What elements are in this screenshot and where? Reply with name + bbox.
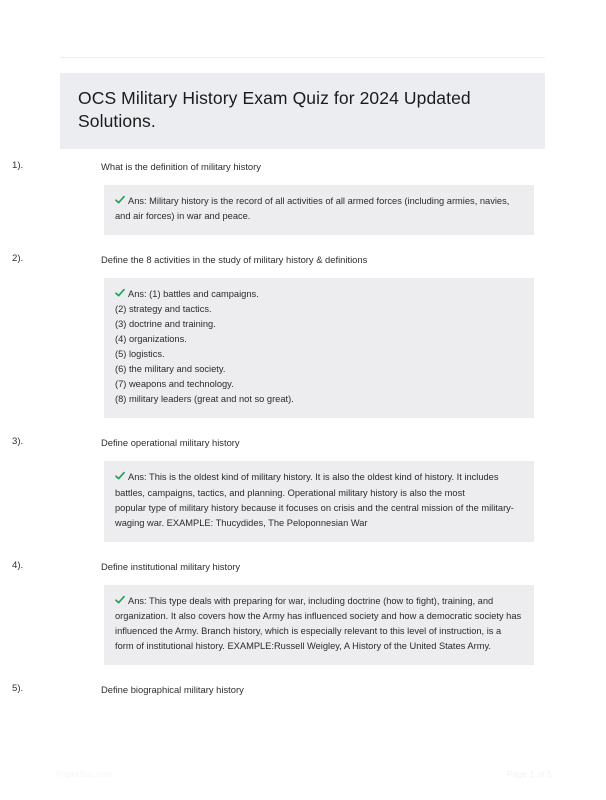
answer-line-text: (5) logistics. xyxy=(115,349,165,360)
question-list xyxy=(0,160,606,717)
answer-line-text: Ans: Military history is the record of all activities of all armed forces (including armies, navies, xyxy=(128,196,510,206)
question-header xyxy=(0,560,606,576)
answer-line-text: (8) military leaders (great and not so great). xyxy=(115,394,294,405)
green-check-icon xyxy=(115,195,125,205)
page-number-label: Page 1 of 5 xyxy=(506,769,552,779)
answer-line-text: (6) the military and society. xyxy=(115,364,226,375)
answer-line xyxy=(115,209,522,224)
answer-line-text: (4) organizations. xyxy=(115,334,187,345)
answer-box xyxy=(104,278,534,418)
answer-line-text: Ans: (1) battles and campaigns. xyxy=(128,289,259,300)
question-item xyxy=(0,560,606,665)
question-text: What is the definition of military history xyxy=(101,161,261,172)
green-check-icon xyxy=(115,471,125,481)
question-header xyxy=(0,436,606,452)
answer-line-text: popular type of military history because it focuses on crisis and the central mission of the military-waging war. EXAMPLE: Thucydides, The Peloponnesian War xyxy=(115,502,514,528)
answer-line-text: Ans: This is the oldest kind of military history. It is also the oldest kind of history. It includes battles, campaigns, tactics, and planning. Operational military history is also the most xyxy=(115,472,499,498)
question-item xyxy=(0,683,606,699)
answer-box xyxy=(104,585,534,665)
question-item xyxy=(0,160,606,235)
question-text: Define biographical military history xyxy=(101,683,244,695)
answer-line-text: (2) strategy and tactics. xyxy=(115,304,212,315)
question-header xyxy=(0,683,606,699)
header-divider xyxy=(60,57,545,58)
question-number: 2). xyxy=(12,253,24,265)
answer-line xyxy=(115,362,522,377)
question-number: 5). xyxy=(12,682,24,694)
answer-line xyxy=(115,501,522,531)
answer-line xyxy=(115,194,522,209)
question-number: 4). xyxy=(12,559,24,571)
answer-line xyxy=(115,332,522,347)
answer-line-text: and air forces) in war and peace. xyxy=(115,211,251,222)
question-item xyxy=(0,436,606,541)
answer-line xyxy=(115,594,522,654)
answer-line xyxy=(115,392,522,407)
question-number: 1). xyxy=(12,160,24,171)
answer-line-text: Ans: This type deals with preparing for war, including doctrine (how to fight), training, and organization. It also covers how the Army has influenced society and how a democratic society has influenced the Army. Branch history, which is especially relevant to this level of instruction, is a form of institutional history. EXAMPLE:Russell Weigley, A History of the United States Army. xyxy=(115,595,522,651)
question-header xyxy=(0,160,606,176)
question-header xyxy=(0,253,606,269)
answer-line xyxy=(115,302,522,317)
answer-line xyxy=(115,347,522,362)
watermark-label: PaperStic.com xyxy=(56,769,114,779)
question-text: Define operational military history xyxy=(101,437,240,449)
page-title: OCS Military History Exam Quiz for 2024 Updated Solutions. xyxy=(60,73,545,149)
page-footer xyxy=(0,769,606,783)
answer-line xyxy=(115,470,522,500)
answer-box xyxy=(104,185,534,235)
answer-line xyxy=(115,317,522,332)
answer-line-text: (3) doctrine and training. xyxy=(115,319,216,330)
answer-line-text: (7) weapons and technology. xyxy=(115,379,234,390)
question-text: Define institutional military history xyxy=(101,560,241,572)
question-item xyxy=(0,253,606,418)
question-number: 3). xyxy=(12,436,24,448)
answer-box xyxy=(104,461,534,541)
green-check-icon xyxy=(115,288,125,298)
green-check-icon xyxy=(115,595,125,605)
answer-line xyxy=(115,377,522,392)
answer-line xyxy=(115,287,522,302)
question-text: Define the 8 activities in the study of military history & definitions xyxy=(101,254,368,266)
